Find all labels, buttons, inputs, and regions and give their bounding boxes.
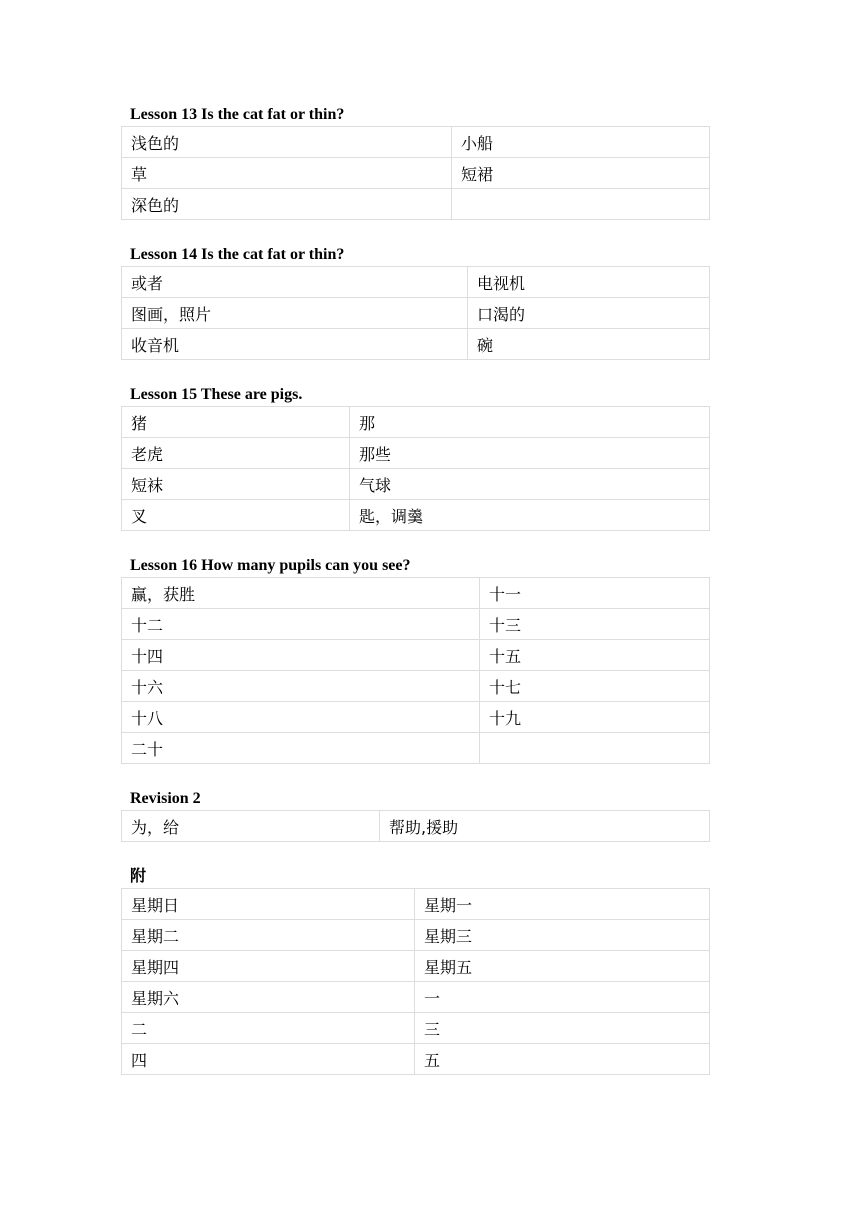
document-body xyxy=(121,104,709,1075)
section-lesson-13 xyxy=(121,104,709,220)
table-row xyxy=(122,158,710,189)
table-cell: 星期三 xyxy=(415,920,710,951)
table-cell: 深色的 xyxy=(122,189,452,220)
table-row xyxy=(122,500,710,531)
vocab-table xyxy=(121,266,710,360)
table-cell: 收音机 xyxy=(122,329,468,360)
table-cell: 口渴的 xyxy=(468,298,710,329)
table-cell: 气球 xyxy=(350,469,710,500)
table-cell: 五 xyxy=(415,1044,710,1075)
table-cell: 三 xyxy=(415,1013,710,1044)
table-row xyxy=(122,438,710,469)
table-cell: 短裙 xyxy=(452,158,710,189)
table-row xyxy=(122,702,710,733)
table-cell: 十五 xyxy=(480,640,710,671)
table-row xyxy=(122,920,710,951)
table-row xyxy=(122,298,710,329)
table-cell: 猪 xyxy=(122,407,350,438)
table-cell: 星期日 xyxy=(122,889,415,920)
table-row xyxy=(122,982,710,1013)
table-row xyxy=(122,811,710,842)
table-row xyxy=(122,1044,710,1075)
table-row xyxy=(122,407,710,438)
table-cell xyxy=(452,189,710,220)
table-cell: 或者 xyxy=(122,267,468,298)
table-cell: 电视机 xyxy=(468,267,710,298)
table-cell: 那 xyxy=(350,407,710,438)
table-cell: 星期二 xyxy=(122,920,415,951)
table-cell: 二 xyxy=(122,1013,415,1044)
table-cell: 星期一 xyxy=(415,889,710,920)
table-row xyxy=(122,469,710,500)
table-cell: 浅色的 xyxy=(122,127,452,158)
section-heading: Lesson 13 Is the cat fat or thin? xyxy=(130,106,345,123)
table-cell: 小船 xyxy=(452,127,710,158)
section-lesson-15 xyxy=(121,384,709,531)
table-cell: 草 xyxy=(122,158,452,189)
table-row xyxy=(122,640,710,671)
table-cell: 十二 xyxy=(122,609,480,640)
table-cell: 匙，调羹 xyxy=(350,500,710,531)
table-row xyxy=(122,127,710,158)
table-cell: 星期四 xyxy=(122,951,415,982)
table-cell: 星期五 xyxy=(415,951,710,982)
table-cell: 十三 xyxy=(480,609,710,640)
table-row xyxy=(122,578,710,609)
table-cell: 帮助,援助 xyxy=(380,811,710,842)
vocab-table xyxy=(121,126,710,220)
table-row xyxy=(122,189,710,220)
table-cell: 二十 xyxy=(122,733,480,764)
table-cell: 赢，获胜 xyxy=(122,578,480,609)
table-cell: 四 xyxy=(122,1044,415,1075)
table-cell: 十七 xyxy=(480,671,710,702)
table-cell: 老虎 xyxy=(122,438,350,469)
table-row xyxy=(122,733,710,764)
table-cell: 十九 xyxy=(480,702,710,733)
table-cell: 星期六 xyxy=(122,982,415,1013)
vocab-table xyxy=(121,810,710,842)
vocab-table xyxy=(121,406,710,531)
section-heading: Lesson 14 Is the cat fat or thin? xyxy=(130,246,345,263)
table-cell: 十四 xyxy=(122,640,480,671)
table-row xyxy=(122,609,710,640)
table-row xyxy=(122,889,710,920)
table-cell: 图画，照片 xyxy=(122,298,468,329)
table-cell: 短袜 xyxy=(122,469,350,500)
table-cell: 那些 xyxy=(350,438,710,469)
section-lesson-14 xyxy=(121,244,709,360)
table-row xyxy=(122,267,710,298)
table-row xyxy=(122,1013,710,1044)
section-heading: Lesson 16 How many pupils can you see? xyxy=(130,557,411,574)
table-row xyxy=(122,671,710,702)
section-heading: 附 xyxy=(130,868,147,885)
section-heading: Revision 2 xyxy=(130,790,201,807)
table-cell: 碗 xyxy=(468,329,710,360)
section-appendix xyxy=(121,866,709,1075)
table-cell: 为，给 xyxy=(122,811,380,842)
table-cell: 十六 xyxy=(122,671,480,702)
table-cell: 十八 xyxy=(122,702,480,733)
table-row xyxy=(122,951,710,982)
vocab-table xyxy=(121,888,710,1075)
table-row xyxy=(122,329,710,360)
section-lesson-16 xyxy=(121,555,709,764)
table-cell: 叉 xyxy=(122,500,350,531)
table-cell: 一 xyxy=(415,982,710,1013)
section-revision-2 xyxy=(121,788,709,842)
table-cell: 十一 xyxy=(480,578,710,609)
vocab-table xyxy=(121,577,710,764)
table-cell xyxy=(480,733,710,764)
section-heading: Lesson 15 These are pigs. xyxy=(130,386,303,403)
